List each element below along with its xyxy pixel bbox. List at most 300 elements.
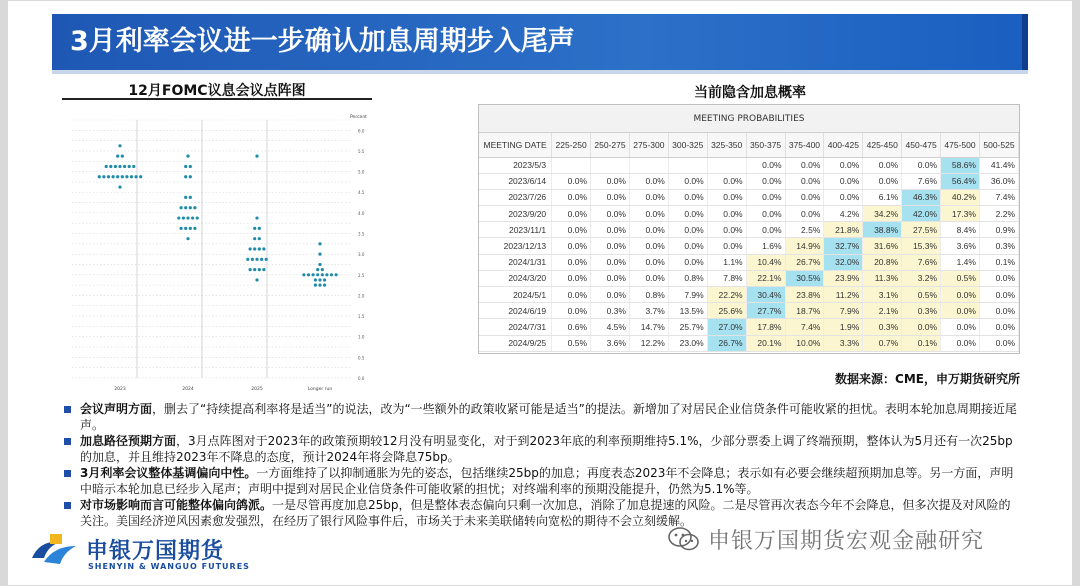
probability-cell: 1.1% xyxy=(707,254,746,270)
probability-cell: 42.0% xyxy=(902,206,941,222)
x-tick-label: 2024 xyxy=(182,387,194,392)
probability-cell: 0.5% xyxy=(941,270,980,286)
probability-cell: 0.0% xyxy=(591,189,630,205)
probability-cell: 23.8% xyxy=(785,287,824,303)
probability-cell: 10.0% xyxy=(785,335,824,351)
dot-point xyxy=(249,268,252,271)
probability-cell: 27.7% xyxy=(746,303,785,319)
probability-cell: 18.7% xyxy=(785,303,824,319)
probability-cell: 7.4% xyxy=(979,189,1018,205)
probability-cell: 0.0% xyxy=(668,238,707,254)
probability-cell: 0.0% xyxy=(591,287,630,303)
probability-cell: 0.9% xyxy=(979,222,1018,238)
probability-cell: 11.2% xyxy=(824,287,863,303)
dot-point xyxy=(189,175,192,178)
bullet-list xyxy=(60,402,1020,530)
probability-cell: 4.5% xyxy=(591,319,630,335)
data-source-note: 数据来源：CME，申万期货研究所 xyxy=(835,372,1020,386)
dot-point xyxy=(321,268,324,271)
probability-cell: 0.0% xyxy=(552,303,591,319)
probability-cell: 0.1% xyxy=(902,335,941,351)
probability-cell: 32.7% xyxy=(824,238,863,254)
bullet-square-icon xyxy=(64,406,71,413)
bullet-lead: 加息路径预期方面 xyxy=(80,434,177,448)
probability-cell: 2.1% xyxy=(863,303,902,319)
bullet-tone xyxy=(60,466,1020,497)
dot-point xyxy=(318,263,321,266)
dot-point xyxy=(255,216,258,219)
dot-point xyxy=(132,165,135,168)
probability-cell: 0.6% xyxy=(552,319,591,335)
meeting-date-cell: 2024/3/20 xyxy=(479,270,552,286)
dot-point xyxy=(255,258,258,261)
dot-point xyxy=(130,175,133,178)
probability-cell: 0.8% xyxy=(629,287,668,303)
dot-point xyxy=(262,247,265,250)
watermark-text: 申银万国期货宏观金融研究 xyxy=(708,528,985,554)
probability-cell: 0.0% xyxy=(552,173,591,189)
prob-table-box xyxy=(478,104,1020,354)
dot-point xyxy=(189,206,192,209)
dot-point xyxy=(180,227,183,230)
probability-cell: 40.2% xyxy=(941,189,980,205)
title-underline xyxy=(52,70,1028,74)
dot-point xyxy=(186,237,189,240)
probability-cell: 0.5% xyxy=(902,287,941,303)
meeting-date-cell: 2024/6/19 xyxy=(479,303,552,319)
dot-point xyxy=(323,284,326,287)
probability-cell: 7.8% xyxy=(707,270,746,286)
probability-cell: 0.5% xyxy=(552,335,591,351)
probability-cell: 0.3% xyxy=(591,303,630,319)
dot-point xyxy=(246,258,249,261)
probability-cell xyxy=(629,157,668,173)
dot-point xyxy=(184,175,187,178)
meeting-date-cell: 2023/5/3 xyxy=(479,157,552,173)
probability-cell: 0.0% xyxy=(552,222,591,238)
logo-text-en: SHENYIN & WANGUO FUTURES xyxy=(88,562,250,571)
x-tick-label: 2025 xyxy=(251,387,263,392)
bullet-text: 一方面维持了以抑制通胀为先的姿态，包括继续25bp的加息；再度表态2023年不会降息；表示如有必要会继续超预期加息等。另一方面，声明中暗示本轮加息已经步入尾声；声明中提到对居民企业信贷条件可能收紧的担忧；对终端利率的预期没能提升，仍然为5.1%等。 xyxy=(80,466,1014,496)
probability-cell: 0.0% xyxy=(979,287,1018,303)
dot-point xyxy=(98,175,101,178)
probability-cell: 26.7% xyxy=(707,335,746,351)
y-tick-label: 6.0 xyxy=(358,128,365,134)
col-header-range: 325-350 xyxy=(707,133,746,157)
probability-cell: 15.3% xyxy=(902,238,941,254)
watermark xyxy=(668,522,984,556)
probability-cell: 0.0% xyxy=(824,173,863,189)
probability-cell: 0.0% xyxy=(979,335,1018,351)
bullet-text: ，3月点阵图对于2023年的政策预期较12月没有明显变化，对于到2023年底的利率预期维持5.1%，少部分票委上调了终端预期，整体认为5月还有一次25bp的加息，并且维持2023年不降息的态度，预计2024年将会降息75bp。 xyxy=(80,434,1013,464)
probability-cell: 0.0% xyxy=(824,189,863,205)
probability-cell: 0.0% xyxy=(668,254,707,270)
dot-point xyxy=(318,253,321,256)
probability-cell: 20.8% xyxy=(863,254,902,270)
probability-cell: 0.0% xyxy=(552,287,591,303)
col-header-range: 300-325 xyxy=(668,133,707,157)
probability-cell: 0.8% xyxy=(668,270,707,286)
probability-cell: 0.0% xyxy=(824,157,863,173)
probability-cell: 0.0% xyxy=(785,157,824,173)
dot-plot-title: 12月FOMC议息会议点阵图 xyxy=(62,80,372,100)
probability-cell: 0.0% xyxy=(863,173,902,189)
probability-cell: 0.0% xyxy=(629,254,668,270)
probability-cell: 0.0% xyxy=(552,189,591,205)
dot-point xyxy=(323,278,326,281)
probability-cell: 0.0% xyxy=(552,206,591,222)
col-header-range: 375-400 xyxy=(785,133,824,157)
probability-cell xyxy=(552,157,591,173)
x-tick-label: Longer run xyxy=(307,387,333,392)
dot-point xyxy=(316,273,319,276)
dot-point xyxy=(118,144,121,147)
probability-cell: 0.0% xyxy=(668,189,707,205)
probability-cell: 0.0% xyxy=(668,222,707,238)
probability-cell: 0.0% xyxy=(746,189,785,205)
dot-point xyxy=(123,165,126,168)
probability-cell: 0.0% xyxy=(785,206,824,222)
probability-cell: 41.4% xyxy=(979,157,1018,173)
dot-point xyxy=(335,273,338,276)
probability-cell: 0.0% xyxy=(668,173,707,189)
y-tick-label: 1.5 xyxy=(358,314,365,320)
table-row xyxy=(479,287,1019,303)
dot-point xyxy=(139,175,142,178)
dot-point xyxy=(260,258,263,261)
probability-cell: 0.0% xyxy=(979,319,1018,335)
probability-cell: 2.5% xyxy=(785,222,824,238)
col-header-range: 475-500 xyxy=(941,133,980,157)
col-header-range: 350-375 xyxy=(746,133,785,157)
probability-cell: 0.3% xyxy=(863,319,902,335)
probability-cell xyxy=(707,157,746,173)
probability-cell: 14.9% xyxy=(785,238,824,254)
probability-cell: 58.6% xyxy=(941,157,980,173)
logo-text-cn: 申银万国期货 xyxy=(86,539,225,564)
meeting-date-cell: 2024/9/25 xyxy=(479,335,552,351)
dot-point xyxy=(316,268,319,271)
probability-cell: 21.8% xyxy=(824,222,863,238)
dot-point xyxy=(314,278,317,281)
probability-cell: 3.1% xyxy=(863,287,902,303)
dot-point xyxy=(128,165,131,168)
probability-cell: 0.0% xyxy=(591,222,630,238)
probability-cell: 7.9% xyxy=(824,303,863,319)
meeting-date-cell: 2024/5/1 xyxy=(479,287,552,303)
probability-cell: 8.4% xyxy=(941,222,980,238)
probability-cell: 31.6% xyxy=(863,238,902,254)
probability-cell: 0.0% xyxy=(629,222,668,238)
probability-cell: 0.0% xyxy=(941,303,980,319)
company-logo xyxy=(30,530,250,574)
y-tick-label: 2.0 xyxy=(358,293,365,299)
col-header-range: 250-275 xyxy=(591,133,630,157)
dot-point xyxy=(302,273,305,276)
dot-point xyxy=(184,165,187,168)
probability-cell: 0.0% xyxy=(902,157,941,173)
y-tick-label: 4.5 xyxy=(358,190,365,196)
col-header-range: 500-525 xyxy=(979,133,1018,157)
prob-table-title: 当前隐含加息概率 xyxy=(694,85,806,101)
probability-cell: 4.2% xyxy=(824,206,863,222)
probability-cell: 0.0% xyxy=(746,206,785,222)
probability-cell: 0.0% xyxy=(629,189,668,205)
probability-cell xyxy=(668,157,707,173)
bullet-lead: 对市场影响而言可能整体偏向鸽派。 xyxy=(80,498,273,512)
probability-cell: 30.4% xyxy=(746,287,785,303)
table-row xyxy=(479,335,1019,351)
table-row xyxy=(479,222,1019,238)
probability-cell xyxy=(591,157,630,173)
probability-cell: 0.0% xyxy=(863,157,902,173)
dot-point xyxy=(116,175,119,178)
dot-point xyxy=(182,216,185,219)
probability-cell: 0.0% xyxy=(902,319,941,335)
dot-point xyxy=(186,155,189,158)
probability-cell: 0.0% xyxy=(707,189,746,205)
dot-point xyxy=(253,247,256,250)
dot-point xyxy=(121,155,124,158)
dot-point xyxy=(193,227,196,230)
dot-point xyxy=(135,175,138,178)
bullet-square-icon xyxy=(64,438,71,445)
probability-cell: 0.0% xyxy=(785,189,824,205)
probability-cell: 0.0% xyxy=(707,222,746,238)
dot-point xyxy=(318,284,321,287)
probability-cell: 0.0% xyxy=(629,238,668,254)
probability-cell: 0.0% xyxy=(552,254,591,270)
probability-cell: 0.0% xyxy=(941,319,980,335)
y-axis-label: Percent xyxy=(350,115,367,120)
probability-cell: 0.0% xyxy=(591,254,630,270)
col-header-date: MEETING DATE xyxy=(479,133,552,157)
bullet-square-icon xyxy=(64,470,71,477)
y-tick-label: 3.5 xyxy=(358,231,365,237)
probability-cell: 32.0% xyxy=(824,254,863,270)
dot-point xyxy=(258,237,261,240)
y-tick-label: 0.0 xyxy=(358,376,365,381)
probability-cell: 20.1% xyxy=(746,335,785,351)
table-row xyxy=(479,173,1019,189)
probability-cell: 1.4% xyxy=(941,254,980,270)
dot-point xyxy=(118,185,121,188)
probability-cell: 27.0% xyxy=(707,319,746,335)
probability-cell: 7.6% xyxy=(902,173,941,189)
probability-cell: 6.1% xyxy=(863,189,902,205)
dot-point xyxy=(189,227,192,230)
probability-cell: 17.3% xyxy=(941,206,980,222)
probability-cell: 26.7% xyxy=(785,254,824,270)
dot-point xyxy=(253,237,256,240)
dot-point xyxy=(321,273,324,276)
y-tick-label: 3.0 xyxy=(358,252,365,258)
y-tick-label: 5.5 xyxy=(358,148,365,154)
meeting-date-cell: 2023/7/26 xyxy=(479,189,552,205)
dot-point xyxy=(184,227,187,230)
probability-cell: 1.9% xyxy=(824,319,863,335)
meeting-date-cell: 2023/9/20 xyxy=(479,206,552,222)
dot-point xyxy=(191,216,194,219)
probability-cell: 0.7% xyxy=(863,335,902,351)
dot-point xyxy=(107,175,110,178)
wechat-icon xyxy=(668,526,700,552)
probability-cell: 0.0% xyxy=(629,270,668,286)
bullet-text: ，删去了“持续提高利率将是适当”的说法，改为“一些额外的政策收紧可能是适当”的提法。新增加了对居民企业信贷条件可能收紧的担忧。表明本轮加息周期接近尾声。 xyxy=(80,402,1017,432)
probability-cell: 0.0% xyxy=(629,173,668,189)
probability-cell: 0.0% xyxy=(629,206,668,222)
dot-point xyxy=(325,273,328,276)
dot-point xyxy=(314,284,317,287)
y-tick-label: 4.0 xyxy=(358,210,365,216)
probability-cell: 11.3% xyxy=(863,270,902,286)
table-row xyxy=(479,206,1019,222)
col-header-range: 450-475 xyxy=(902,133,941,157)
prob-table xyxy=(479,133,1019,352)
dot-point xyxy=(258,247,261,250)
probability-cell: 7.4% xyxy=(785,319,824,335)
probability-cell: 0.0% xyxy=(746,222,785,238)
dot-point xyxy=(121,175,124,178)
dot-point xyxy=(312,273,315,276)
probability-cell: 46.3% xyxy=(902,189,941,205)
y-tick-label: 0.5 xyxy=(358,355,365,361)
meeting-date-cell: 2024/7/31 xyxy=(479,319,552,335)
dot-point xyxy=(189,165,192,168)
slide-title: 3月利率会议进一步确认加息周期步入尾声 xyxy=(52,14,1028,70)
meeting-date-cell: 2023/12/13 xyxy=(479,238,552,254)
probability-cell: 38.8% xyxy=(863,222,902,238)
probability-cell: 0.0% xyxy=(979,303,1018,319)
dot-point xyxy=(105,165,108,168)
probability-cell: 3.6% xyxy=(591,335,630,351)
y-tick-label: 2.5 xyxy=(358,272,365,278)
dot-point xyxy=(253,227,256,230)
dot-plot-chart xyxy=(62,110,382,395)
dot-point xyxy=(262,268,265,271)
probability-cell: 25.7% xyxy=(668,319,707,335)
dot-point xyxy=(184,196,187,199)
probability-cell: 23.9% xyxy=(824,270,863,286)
probability-cell: 3.6% xyxy=(941,238,980,254)
dot-point xyxy=(253,268,256,271)
meeting-date-cell: 2024/1/31 xyxy=(479,254,552,270)
bullet-lead: 会议声明方面 xyxy=(80,402,153,416)
bullet-text: 一是尽管再度加息25bp，但是整体表态偏向只剩一次加息，消除了加息提速的风险。二是尽管再次表态今年不会降息，但多次提及对风险的关注。美国经济逆风因素愈发强烈，在经历了银行风险事件后，市场关于未来美联储转向宽松的期待不会立刻缓解。 xyxy=(80,498,1011,528)
col-header-range: 425-450 xyxy=(863,133,902,157)
probability-cell: 0.0% xyxy=(746,173,785,189)
probability-cell: 23.0% xyxy=(668,335,707,351)
probability-cell: 7.6% xyxy=(902,254,941,270)
probability-cell: 27.5% xyxy=(902,222,941,238)
table-row xyxy=(479,319,1019,335)
table-row xyxy=(479,157,1019,173)
table-row xyxy=(479,254,1019,270)
dot-point xyxy=(307,273,310,276)
probability-cell: 22.1% xyxy=(746,270,785,286)
dot-point xyxy=(330,273,333,276)
probability-cell: 0.0% xyxy=(591,238,630,254)
probability-cell: 0.0% xyxy=(707,173,746,189)
probability-cell: 0.0% xyxy=(591,173,630,189)
dot-point xyxy=(249,247,252,250)
col-header-range: 400-425 xyxy=(824,133,863,157)
probability-cell: 0.1% xyxy=(979,254,1018,270)
dot-point xyxy=(251,258,254,261)
bullet-square-icon xyxy=(64,502,71,509)
dot-point xyxy=(180,206,183,209)
dot-point xyxy=(184,206,187,209)
probability-cell: 25.6% xyxy=(707,303,746,319)
dot-point xyxy=(255,155,258,158)
probability-cell: 0.0% xyxy=(707,238,746,254)
dot-point xyxy=(193,206,196,209)
dot-point xyxy=(109,165,112,168)
prob-table-header: MEETING PROBABILITIES xyxy=(479,105,1019,133)
dot-point xyxy=(112,175,115,178)
dot-point xyxy=(125,175,128,178)
probability-cell: 0.0% xyxy=(552,238,591,254)
meeting-date-cell: 2023/6/14 xyxy=(479,173,552,189)
bullet-path xyxy=(60,434,1020,465)
probability-cell: 0.0% xyxy=(668,206,707,222)
dot-point xyxy=(196,216,199,219)
dot-point xyxy=(114,165,117,168)
dot-point xyxy=(265,258,268,261)
probability-cell: 0.0% xyxy=(785,173,824,189)
dot-point xyxy=(255,278,258,281)
probability-cell: 7.9% xyxy=(668,287,707,303)
bullet-statement xyxy=(60,402,1020,433)
probability-cell: 0.0% xyxy=(941,287,980,303)
probability-cell: 0.0% xyxy=(746,157,785,173)
meeting-date-cell: 2023/11/1 xyxy=(479,222,552,238)
probability-cell: 1.6% xyxy=(746,238,785,254)
probability-cell: 0.0% xyxy=(979,270,1018,286)
dot-point xyxy=(116,155,119,158)
probability-cell: 0.0% xyxy=(707,206,746,222)
dot-point xyxy=(186,216,189,219)
probability-cell: 36.0% xyxy=(979,173,1018,189)
probability-cell: 56.4% xyxy=(941,173,980,189)
probability-cell: 0.0% xyxy=(591,206,630,222)
probability-cell: 12.2% xyxy=(629,335,668,351)
probability-cell: 0.3% xyxy=(979,238,1018,254)
probability-cell: 14.7% xyxy=(629,319,668,335)
probability-cell: 10.4% xyxy=(746,254,785,270)
col-header-range: 225-250 xyxy=(552,133,591,157)
dot-point xyxy=(318,278,321,281)
logo-mark-icon xyxy=(30,532,80,570)
table-row xyxy=(479,238,1019,254)
probability-cell: 3.2% xyxy=(902,270,941,286)
bullet-lead: 3月利率会议整体基调偏向中性。 xyxy=(80,466,257,480)
dot-point xyxy=(258,268,261,271)
probability-cell: 0.0% xyxy=(591,270,630,286)
y-tick-label: 1.0 xyxy=(358,334,365,340)
probability-cell: 0.0% xyxy=(552,270,591,286)
dot-point xyxy=(177,216,180,219)
probability-cell: 0.3% xyxy=(902,303,941,319)
dot-point xyxy=(102,175,105,178)
table-row xyxy=(479,189,1019,205)
probability-cell: 2.2% xyxy=(979,206,1018,222)
col-header-range: 275-300 xyxy=(629,133,668,157)
probability-cell: 3.7% xyxy=(629,303,668,319)
probability-cell: 3.3% xyxy=(824,335,863,351)
probability-cell: 22.2% xyxy=(707,287,746,303)
probability-cell: 13.5% xyxy=(668,303,707,319)
